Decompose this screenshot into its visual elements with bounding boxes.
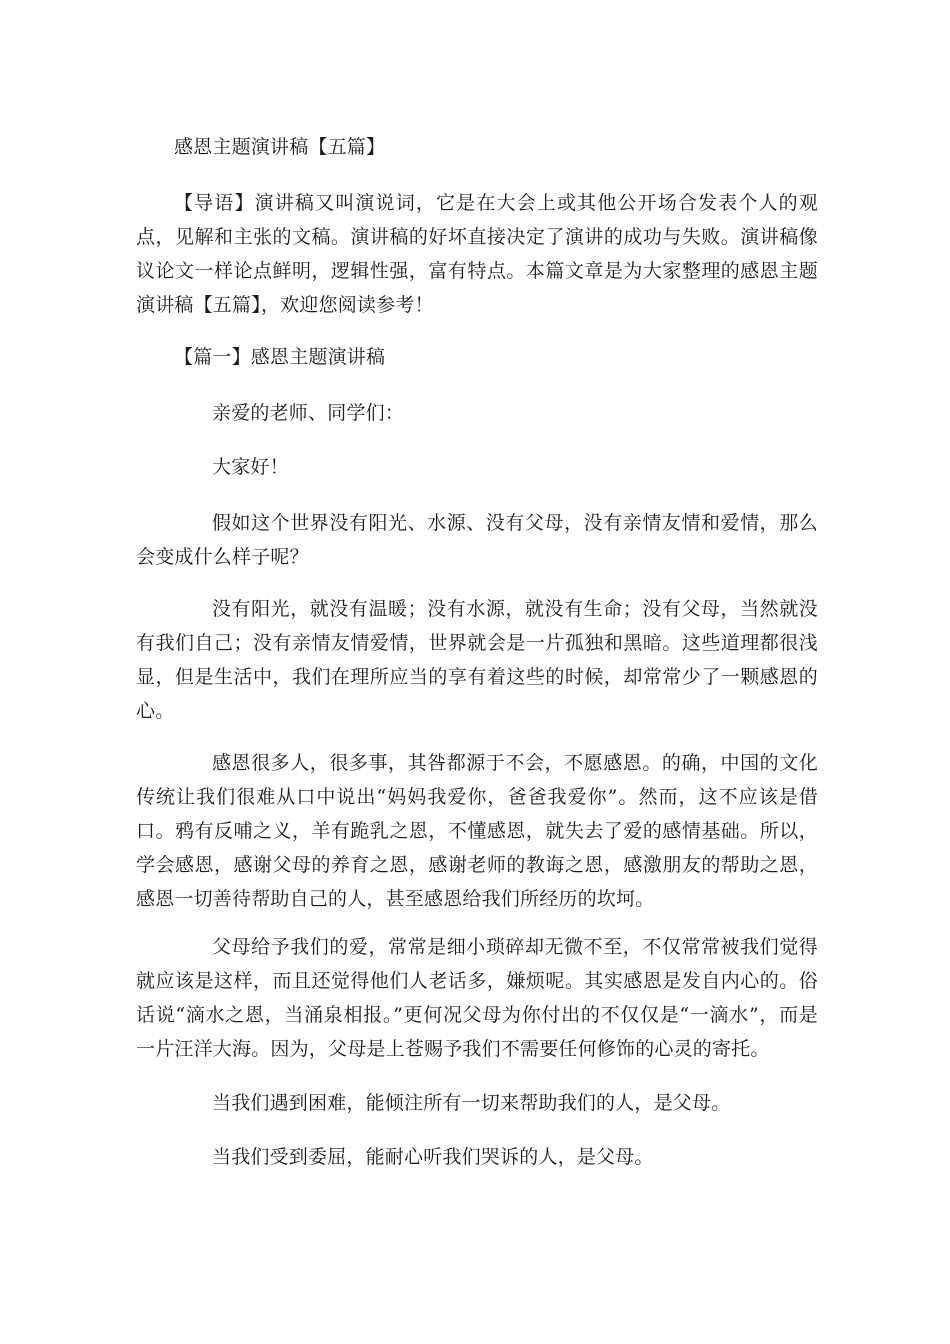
section-heading: 【篇一】感恩主题演讲稿 <box>174 346 386 368</box>
body-paragraph-4: 父母给予我们的爱，常常是细小琐碎却无微不至，不仅常常被我们觉得就应该是这样，而且还觉得他们人老话多，嫌烦呢。其实感恩是发自内心的。俗话说“滴水之恩，当涌泉相报。”更何况父母为你付出的不仅仅是“一滴水”，而是一片汪洋大海。因为，父母是上苍赐予我们不需要任何修饰的心灵的寄托。 <box>136 936 818 1060</box>
body-paragraph-6: 当我们受到委屈，能耐心听我们哭诉的人，是父母。 <box>212 1146 654 1168</box>
salutation: 亲爱的老师、同学们： <box>212 402 405 424</box>
greeting: 大家好！ <box>212 456 289 478</box>
document-title: 感恩主题演讲稿【五篇】 <box>174 136 386 158</box>
intro-paragraph: 【导语】演讲稿又叫演说词，它是在大会上或其他公开场合发表个人的观点，见解和主张的文稿。演讲稿的好坏直接决定了演讲的成功与失败。演讲稿像议论文一样论点鲜明，逻辑性强，富有特点。本篇文章是为大家整理的感恩主题演讲稿【五篇】，欢迎您阅读参考！ <box>136 192 818 316</box>
body-paragraph-3: 感恩很多人，很多事，其咎都源于不会，不愿感恩。的确，中国的文化传统让我们很难从口中说出“妈妈我爱你，爸爸我爱你”。然而，这不应该是借口。鸦有反哺之义，羊有跪乳之恩，不懂感恩，就失去了爱的感情基础。所以，学会感恩，感谢父母的养育之恩，感谢老师的教诲之恩，感激朋友的帮助之恩，感恩一切善待帮助自己的人，甚至感恩给我们所经历的坎坷。 <box>136 752 818 910</box>
body-paragraph-2: 没有阳光，就没有温暖；没有水源，就没有生命；没有父母，当然就没有我们自己；没有亲情友情爱情，世界就会是一片孤独和黑暗。这些道理都很浅显，但是生活中，我们在理所应当的享有着这些的时候，却常常少了一颗感恩的心。 <box>136 598 818 722</box>
body-paragraph-1: 假如这个世界没有阳光、水源、没有父母，没有亲情友情和爱情，那么会变成什么样子呢？ <box>136 512 818 568</box>
body-paragraph-5: 当我们遇到困难，能倾注所有一切来帮助我们的人，是父母。 <box>212 1092 731 1114</box>
